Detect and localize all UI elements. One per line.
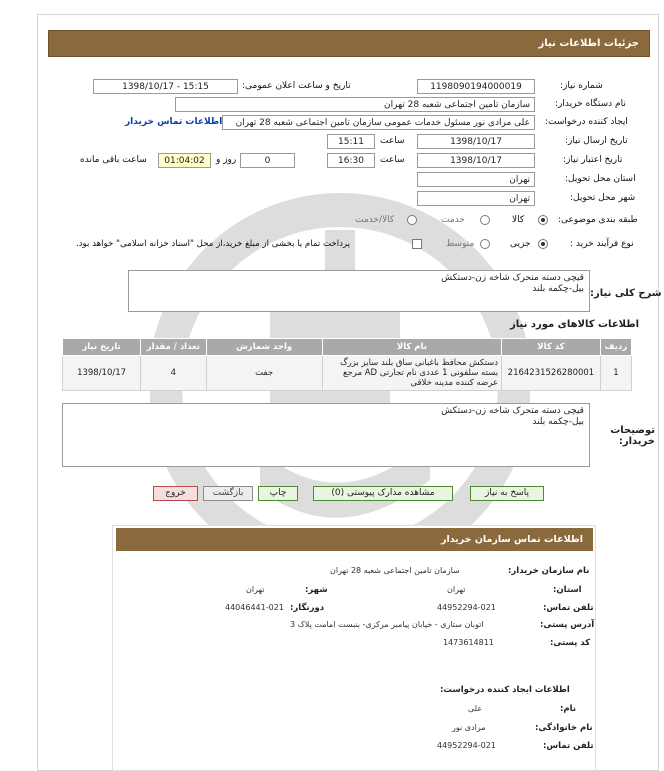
need-number-label: شماره نیاز: [560,81,603,91]
creator-last-name-value: مرادی نور [452,723,486,732]
contact-address-value: اتوبان ستاری - خیابان پیامبر مرکزی- بنبست امامت پلاک 3 [290,620,484,629]
need-time-field: 15:11 [327,134,375,149]
need-date-field: 1398/10/17 [417,134,535,149]
requester-field: علی مرادی نور مسئول خدمات عمومی سازمان تامین اجتماعی شعبه 28 تهران [222,115,535,130]
buyer-notes-label: توضیحات خریدار: [610,425,655,447]
creator-phone-value: 44952294-021 [437,741,496,750]
remaining-time-field: 01:04:02 [158,153,211,168]
panel-title: جزئیات اطلاعات نیاز [48,30,650,57]
creator-first-name-value: علی [468,704,483,713]
buyer-contact-link[interactable]: اطلاعات تماس خریدار [125,117,223,127]
category-radio-service[interactable] [480,215,490,225]
need-number-field: 1198090194000019 [417,79,535,94]
category-option-both: کالا/خدمت [355,215,395,225]
process-radio-minor[interactable] [538,239,548,249]
contact-fax-value: 44046441-021 [225,603,284,612]
contact-phone-value: 44952294-021 [437,603,496,612]
back-button[interactable]: بازگشت [203,486,253,501]
col-unit-header: واحد شمارش [206,339,322,356]
process-option-minor: جزیی [510,239,531,249]
row-code: 2164231526280001 [502,356,601,391]
buyer-notes-line: قیچی دسته متحرک شاخه زن-دستکش [441,406,584,416]
summary-label: شرح کلی نیاز: [590,288,662,299]
category-option-goods: کالا [512,215,525,225]
row-date: 1398/10/17 [63,356,141,391]
treasury-checkbox[interactable] [412,239,422,249]
announce-field: 1398/10/17 - 15:15 [93,79,238,94]
contact-city-label: شهر: [305,585,328,595]
summary-box [128,270,590,312]
buyer-notes-box [62,403,590,467]
summary-line: بیل-چکمه بلند [532,284,584,294]
col-date-header: تاریخ نیاز [63,339,141,356]
contact-panel [112,525,596,771]
contact-org-value: سازمان تامین اجتماعی شعبه 28 تهران [330,566,460,575]
col-qty-header: تعداد / مقدار [141,339,206,356]
contact-postal-value: 1473614811 [443,638,494,647]
validity-date-field: 1398/10/17 [417,153,535,168]
print-button[interactable]: چاپ [258,486,298,501]
need-date-label: تاریخ ارسال نیاز: [565,136,628,146]
contact-province-value: تهران [447,585,466,594]
creator-phone-label: تلفن تماس: [543,741,594,751]
contact-postal-label: کد پستی: [550,638,591,648]
city-label: شهر محل تحویل: [570,193,636,203]
category-option-service: خدمت [441,215,465,225]
reply-button[interactable]: پاسخ به نیاز [470,486,544,501]
process-radio-medium[interactable] [480,239,490,249]
col-code-header: کد کالا [502,339,601,356]
buyer-notes-line: بیل-چکمه بلند [532,417,584,427]
row-unit: جفت [206,356,322,391]
contact-fax-label: دورنگار: [290,603,325,613]
process-label: نوع فرآیند خرید : [570,239,634,249]
buyer-org-field: سازمان تامین اجتماعی شعبه 28 تهران [175,97,535,112]
row-name: دستکش محافظ باغبانی ساق بلند سایز بزرگ بسته سلفونی 1 عددی نام تجارتی AD مرجع عرضه کننده مدینه خلاقی [322,356,501,391]
remaining-time-label: ساعت باقی مانده [80,155,147,165]
province-field: تهران [417,172,535,187]
creator-first-name-label: نام: [560,704,577,714]
contact-phone-label: تلفن تماس: [543,603,594,613]
requester-label: ایجاد کننده درخواست: [545,117,628,127]
row-index: 1 [600,356,631,391]
category-label: طبقه بندی موضوعی: [558,215,638,225]
summary-line: قیچی دسته متحرک شاخه زن-دستکش [441,273,584,283]
validity-label: تاریخ اعتبار نیاز: [563,155,623,165]
creator-title: اطلاعات ایجاد کننده درخواست: [440,685,570,695]
items-table [62,338,632,391]
category-radio-both[interactable] [407,215,417,225]
category-radio-goods[interactable] [538,215,548,225]
contact-org-label: نام سازمان خریدار: [508,566,590,576]
view-attachments-button[interactable]: مشاهده مدارک پیوستی (0) [313,486,453,501]
exit-button[interactable]: خروج [153,486,198,501]
buyer-org-label: نام دستگاه خریدار: [555,99,626,109]
process-option-medium: متوسط [446,239,475,249]
validity-days-label: روز و [216,155,237,165]
col-row-header: ردیف [600,339,631,356]
row-qty: 4 [141,356,206,391]
validity-days-field: 0 [240,153,295,168]
items-title: اطلاعات کالاهای مورد نیاز [510,319,640,330]
contact-city-value: تهران [246,585,265,594]
city-field: تهران [417,191,535,206]
col-name-header: نام کالا [322,339,501,356]
contact-title: اطلاعات تماس سازمان خریدار [116,528,593,551]
province-label: استان محل تحویل: [565,174,636,184]
announce-label: تاریخ و ساعت اعلان عمومی: [242,81,351,91]
contact-address-label: آدرس پستی: [540,620,595,630]
contact-province-label: استان: [553,585,582,595]
treasury-note: پرداخت تمام یا بخشی از مبلغ خرید،از محل "اسناد خزانه اسلامی" خواهد بود. [76,239,351,249]
creator-last-name-label: نام خانوادگی: [535,723,593,733]
need-time-label: ساعت [380,136,405,146]
validity-time-field: 16:30 [327,153,375,168]
validity-time-label: ساعت [380,155,405,165]
table-row [63,356,632,391]
